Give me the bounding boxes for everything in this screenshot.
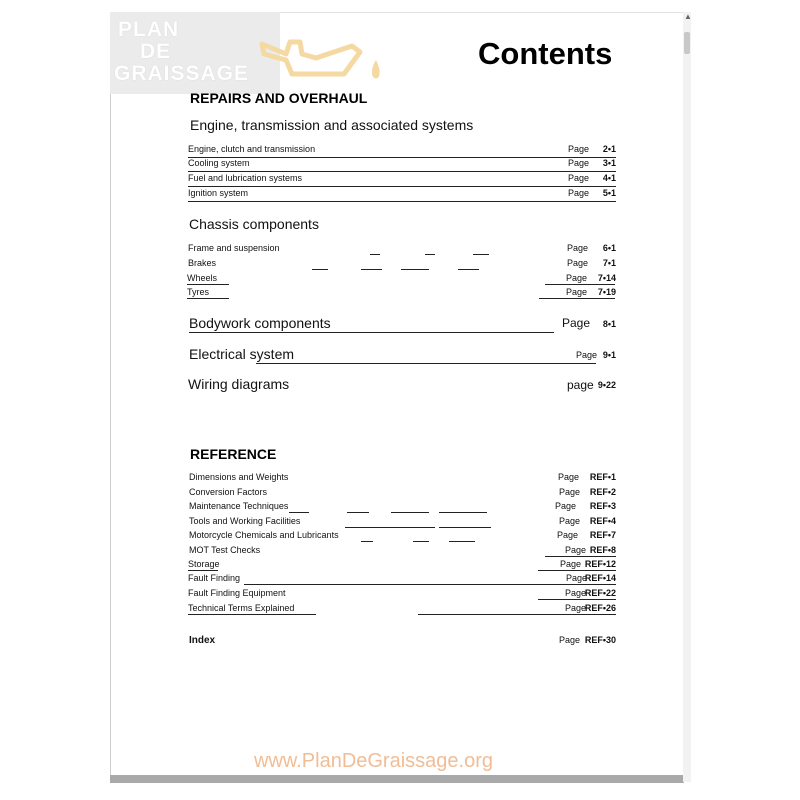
page-title: Contents bbox=[478, 36, 613, 71]
toc-row[interactable] bbox=[189, 515, 616, 529]
toc-row-page-word: Page bbox=[566, 287, 588, 297]
section-heading-reference: REFERENCE bbox=[190, 446, 277, 462]
toc-row-major[interactable] bbox=[188, 375, 616, 395]
dotted-leader bbox=[439, 527, 491, 528]
toc-row[interactable] bbox=[187, 286, 616, 300]
toc-row-label: Wiring diagrams bbox=[188, 376, 290, 392]
toc-row-label: Cooling system bbox=[188, 158, 250, 168]
toc-row-label: Tools and Working Facilities bbox=[189, 516, 301, 526]
dotted-leader bbox=[312, 269, 328, 270]
toc-row-page-word: Page bbox=[565, 588, 587, 598]
dotted-leader bbox=[188, 614, 316, 615]
toc-row[interactable] bbox=[188, 558, 616, 572]
dotted-leader bbox=[418, 614, 616, 615]
toc-row-page-word: Page bbox=[576, 350, 598, 360]
dotted-leader bbox=[370, 254, 380, 255]
toc-row-label: Fault Finding bbox=[188, 573, 241, 583]
toc-row-label: Tyres bbox=[187, 287, 210, 297]
toc-row-page-number: 9•1 bbox=[602, 350, 616, 360]
toc-row[interactable] bbox=[188, 602, 616, 616]
toc-row[interactable] bbox=[189, 471, 616, 485]
dotted-leader bbox=[347, 512, 369, 513]
toc-row-page-number: 7•19 bbox=[597, 287, 616, 297]
logo-text-line1: PLAN bbox=[118, 18, 180, 41]
toc-row-page-word: Page bbox=[568, 173, 590, 183]
toc-row[interactable] bbox=[188, 572, 616, 586]
toc-row-page-number: REF•2 bbox=[589, 487, 616, 497]
toc-row[interactable] bbox=[187, 272, 616, 286]
toc-row-label: Maintenance Techniques bbox=[189, 501, 289, 511]
toc-row-label: Storage bbox=[188, 559, 220, 569]
toc-row-page-number: REF•22 bbox=[584, 588, 616, 598]
toc-row[interactable] bbox=[189, 486, 616, 500]
toc-row-page-number: 5•1 bbox=[602, 188, 616, 198]
toc-row-page-word: Page bbox=[565, 545, 587, 555]
toc-row-label: Wheels bbox=[187, 273, 218, 283]
page-bottom-edge bbox=[110, 775, 684, 783]
subheading-chassis: Chassis components bbox=[189, 216, 319, 232]
dotted-leader bbox=[538, 599, 616, 600]
logo-text-line3: GRAISSAGE bbox=[114, 62, 250, 85]
toc-row-page-number: 6•1 bbox=[602, 243, 616, 253]
toc-row[interactable] bbox=[188, 143, 616, 158]
toc-row-label: Frame and suspension bbox=[188, 243, 280, 253]
toc-row-page-word: Page bbox=[565, 603, 587, 613]
toc-row[interactable] bbox=[188, 242, 616, 256]
toc-row[interactable] bbox=[188, 587, 616, 601]
toc-row-page-number: REF•8 bbox=[589, 545, 616, 555]
toc-row-page-word: page bbox=[567, 378, 594, 392]
dotted-leader bbox=[361, 269, 382, 270]
dotted-leader bbox=[256, 363, 596, 364]
toc-row-page-word: Page bbox=[558, 472, 580, 482]
toc-row[interactable] bbox=[188, 257, 616, 271]
toc-row-major[interactable] bbox=[189, 345, 616, 365]
dotted-leader bbox=[538, 570, 616, 571]
toc-row-label: Dimensions and Weights bbox=[189, 472, 289, 482]
toc-row-page-word: Page bbox=[559, 487, 581, 497]
dotted-leader bbox=[545, 556, 616, 557]
scrollbar-thumb[interactable] bbox=[684, 32, 690, 54]
toc-row-page-word: Page bbox=[557, 530, 579, 540]
toc-row-label: Conversion Factors bbox=[189, 487, 268, 497]
toc-row-page-word: Page bbox=[568, 144, 590, 154]
toc-row-page-word: Page bbox=[566, 273, 588, 283]
dotted-leader bbox=[187, 284, 229, 285]
toc-row-page-number: REF•7 bbox=[589, 530, 616, 540]
scroll-up-icon[interactable]: ▲ bbox=[684, 12, 692, 21]
toc-row-page-word: Page bbox=[568, 158, 590, 168]
toc-row-page-number: REF•14 bbox=[584, 573, 616, 583]
dotted-leader bbox=[545, 284, 615, 285]
toc-row-page-number: 9•22 bbox=[597, 380, 616, 390]
dotted-leader bbox=[289, 512, 309, 513]
toc-row-page-number: REF•1 bbox=[589, 472, 616, 482]
oil-can-icon bbox=[256, 24, 396, 86]
dotted-leader bbox=[458, 269, 479, 270]
toc-row[interactable] bbox=[189, 544, 616, 558]
dotted-leader bbox=[361, 541, 373, 542]
toc-row-page-number: REF•12 bbox=[584, 559, 616, 569]
toc-row-page-word: Page bbox=[567, 243, 589, 253]
section-heading-repairs: REPAIRS AND OVERHAUL bbox=[190, 90, 368, 106]
toc-row-page-number: 8•1 bbox=[602, 319, 616, 329]
toc-row-label: Index bbox=[189, 635, 216, 646]
toc-row-label: Bodywork components bbox=[189, 315, 331, 331]
toc-row-major[interactable] bbox=[189, 314, 616, 334]
toc-row-page-word: Page bbox=[562, 316, 591, 330]
toc-row-page-number: REF•26 bbox=[584, 603, 616, 613]
logo-text-line2: DE bbox=[140, 40, 172, 63]
toc-row[interactable] bbox=[188, 187, 616, 202]
dotted-leader bbox=[244, 584, 616, 585]
toc-row-label: Electrical system bbox=[189, 346, 295, 362]
dotted-leader bbox=[413, 541, 429, 542]
dotted-leader bbox=[425, 254, 435, 255]
toc-row-label: Brakes bbox=[188, 258, 217, 268]
toc-row-page-number: REF•3 bbox=[589, 501, 616, 511]
toc-row-label: Ignition system bbox=[188, 188, 249, 198]
dotted-leader bbox=[189, 332, 554, 333]
toc-row-page-number: 7•14 bbox=[597, 273, 616, 283]
toc-row-label: Technical Terms Explained bbox=[188, 603, 295, 613]
toc-row-page-word: Page bbox=[560, 559, 582, 569]
dotted-leader bbox=[345, 527, 435, 528]
toc-row-label: MOT Test Checks bbox=[189, 545, 261, 555]
dotted-leader bbox=[401, 269, 429, 270]
toc-row[interactable] bbox=[189, 500, 616, 514]
toc-row-index[interactable] bbox=[189, 634, 616, 648]
toc-row-page-number: 4•1 bbox=[602, 173, 616, 183]
toc-row-page-number: REF•30 bbox=[584, 635, 616, 645]
toc-row-page-number: 7•1 bbox=[602, 258, 616, 268]
toc-row-page-word: Page bbox=[568, 188, 590, 198]
dotted-leader bbox=[187, 298, 229, 299]
dotted-leader bbox=[473, 254, 489, 255]
toc-row-page-word: Page bbox=[555, 501, 577, 511]
footer-watermark-url: www.PlanDeGraissage.org bbox=[254, 750, 493, 772]
toc-row-page-word: Page bbox=[567, 258, 589, 268]
toc-row-page-word: Page bbox=[559, 516, 581, 526]
dotted-leader bbox=[188, 570, 218, 571]
toc-row-label: Motorcycle Chemicals and Lubricants bbox=[189, 530, 339, 540]
toc-row[interactable] bbox=[188, 157, 616, 172]
toc-row-page-number: 3•1 bbox=[602, 158, 616, 168]
toc-row-label: Fault Finding Equipment bbox=[188, 588, 286, 598]
subheading-engine: Engine, transmission and associated systems bbox=[190, 117, 474, 133]
vertical-scrollbar[interactable] bbox=[683, 12, 691, 782]
toc-row-label: Engine, clutch and transmission bbox=[188, 144, 316, 154]
dotted-leader bbox=[449, 541, 475, 542]
dotted-leader bbox=[439, 512, 487, 513]
toc-row[interactable] bbox=[189, 529, 616, 543]
toc-row-page-number: 2•1 bbox=[602, 144, 616, 154]
toc-row[interactable] bbox=[188, 172, 616, 187]
dotted-leader bbox=[391, 512, 429, 513]
toc-row-page-number: REF•4 bbox=[589, 516, 616, 526]
dotted-leader bbox=[539, 298, 615, 299]
toc-row-label: Fuel and lubrication systems bbox=[188, 173, 303, 183]
toc-row-page-word: Page bbox=[559, 635, 581, 645]
toc-row-page-word: Page bbox=[566, 573, 588, 583]
